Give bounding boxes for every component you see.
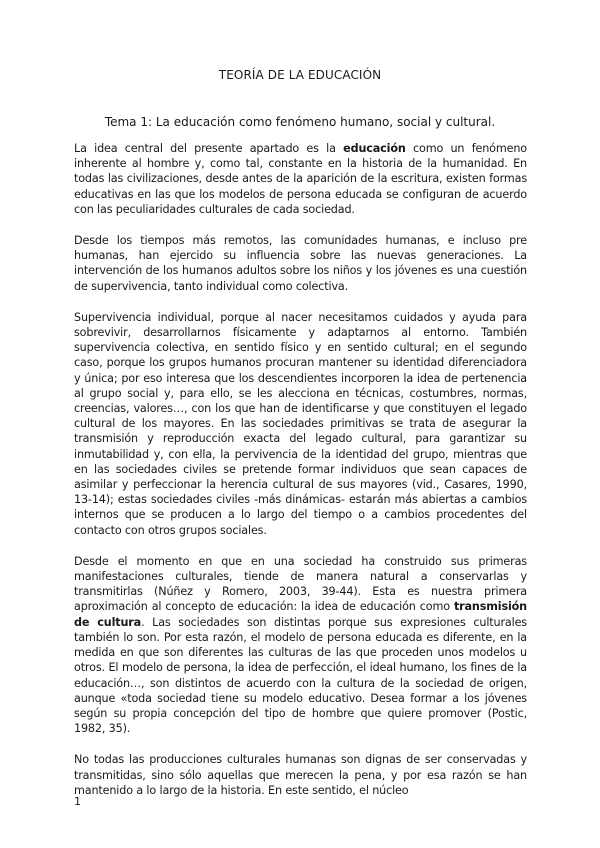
paragraph-5: No todas las producciones culturales humanas son dignas de ser conservadas y transmitidas, sino sólo aquellas que merecen la pena, y por esa razón se han mantenido a lo largo de la historia. En este sentido, el núcleo <box>74 753 527 797</box>
paragraph-1-bold-term: educación <box>343 142 406 155</box>
paragraph-1-text-b: como un fenómeno inherente al hombre y, como tal, constante en la historia de la humanidad. En todas las civilizaciones, desde antes de la aparición de la escritura, existen formas educativas en las que los modelos de persona educada se configuran de acuerdo con las peculiaridades culturales de cada sociedad. <box>74 142 527 216</box>
document-body <box>74 141 527 814</box>
paragraph-4 <box>74 554 527 736</box>
paragraph-4-text-a: Desde el momento en que en una sociedad ha construido sus primeras manifestaciones culturales, tiende de manera natural a conservarlas y transmitirlas (Núñez y Romero, 2003, 39-44). Esta es nuestra primera aproximación al concepto de educación: la idea de educación como <box>74 554 527 614</box>
paragraph-1 <box>74 141 527 217</box>
document-subtitle: Tema 1: La educación como fenómeno humano, social y cultural. <box>104 115 496 129</box>
page-number: 1 <box>74 795 81 808</box>
document-title: TEORÍA DE LA EDUCACIÓN <box>218 68 382 82</box>
paragraph-4-text-b: . Las sociedades son distintas porque sus expresiones culturales también lo son. Por esta razón, el modelo de persona educada es diferente, en la medida en que son diferentes las culturas de las que proceden unos modelos u otros. El modelo de persona, la idea de perfección, el ideal humano, los fines de la educación…, son distintos de acuerdo con la cultura de la sociedad de origen, aunque «toda sociedad tiene su modelo educativo. Desea formar a los jóvenes según su propia concepción del tipo de hombre que quiere promover (Postic, 1982, 35). <box>74 615 527 736</box>
paragraph-2: Desde los tiempos más remotos, las comunidades humanas, e incluso pre humanas, han ejercido su influencia sobre las nuevas generaciones. La intervención de los humanos adultos sobre los niños y los jóvenes es una cuestión de supervivencia, tanto individual como colectiva. <box>74 234 527 293</box>
paragraph-1-text-a: La idea central del presente apartado es la <box>74 142 344 155</box>
paragraph-3: Supervivencia individual, porque al nacer necesitamos cuidados y ayuda para sobrevivir, desarrollarnos físicamente y adaptarnos al entorno. También supervivencia colectiva, en sentido físico y en sentido cultural; en el segundo caso, porque los grupos humanos procuran mantener su identidad diferenciadora y única; por eso interesa que los descendientes incorporen la idea de pertenencia al grupo social y, para ello, se les alecciona en técnicas, costumbres, normas, creencias, valores…, con los que han de identificarse y que constituyen el legado cultural de los mayores. En las sociedades primitivas se trata de asegurar la transmisión y reproducción exacta del legado cultural, para garantizar su inmutabilidad y, con ella, la pervivencia de la identidad del grupo, mientras que en las sociedades civiles se pretende formar individuos que sean capaces de asimilar y perfeccionar la herencia cultural de sus mayores (vid., Casares, 1990, 13-14); estas sociedades civiles -más dinámicas- estarán más abiertas a cambios internos que se producen a lo largo del tiempo o a cambios procedentes del contacto con otros grupos sociales. <box>74 310 527 537</box>
paragraph-4-bold-term: transmisión de cultura <box>74 600 527 629</box>
